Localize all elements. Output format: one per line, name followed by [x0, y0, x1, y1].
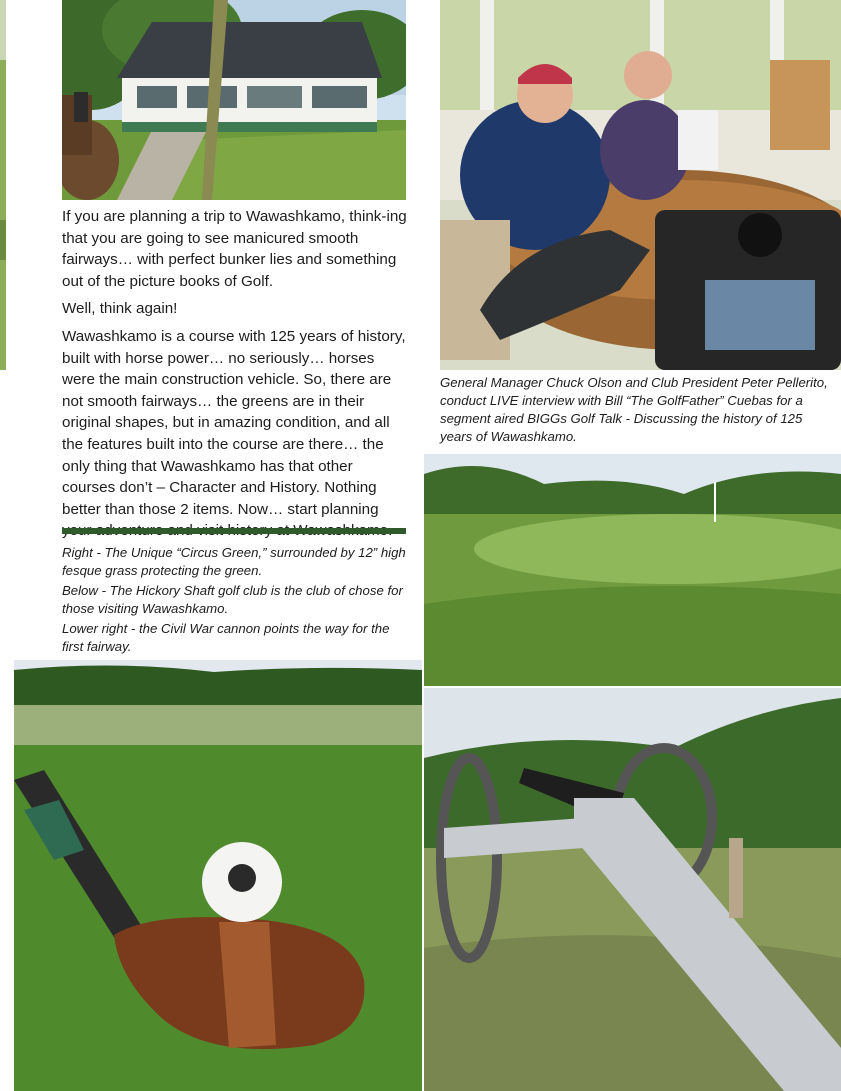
- cannon-photo: [424, 688, 841, 1091]
- section-divider: [62, 528, 406, 534]
- article-paragraph-intro: If you are planning a trip to Wawashkamo, think-ing that you are going to see manicured smooth fairways… with perfect bunker lies and something out of the picture books of Golf.: [62, 208, 407, 290]
- caption-right: Right - The Unique “Circus Green,” surrounded by 12” high fesque grass protecting the green.: [62, 545, 406, 578]
- article-paragraph-history: Wawashkamo is a course with 125 years of history, built with horse power… no seriously… horses were the main construction vehicle. So, there are not smooth fairways… the greens are in their original shapes, but in amazing condition, and all the features built into the course are there… the only thing that Wawashkamo has that other courses don’t – Character and History. Nothing better than those 2 items. Now… start planning: [62, 327, 406, 518]
- circus-green-photo: [424, 454, 841, 686]
- interview-caption: General Manager Chuck Olson and Club President Peter Pellerito, conduct LIVE interview with Bill “The GolfFather” Cuebas for a segment aired BIGGs Golf Talk - Discussing the history of 125 years of Wawashkamo.: [440, 375, 828, 444]
- article-paragraph-think-again: Well, think again!: [62, 300, 178, 318]
- article-body: [62, 206, 408, 548]
- hickory-club-photo: [14, 660, 422, 1091]
- clubhouse-photo: [62, 0, 406, 200]
- caption-below: Below - The Hickory Shaft golf club is the club of chose for those visiting Wawashkamo.: [62, 583, 403, 616]
- interview-photo: [440, 0, 841, 370]
- photo-captions: [62, 544, 408, 658]
- edge-photo-strip: [0, 0, 6, 370]
- caption-lower-right: Lower right - the Civil War cannon points the way for the first fairway.: [62, 621, 390, 654]
